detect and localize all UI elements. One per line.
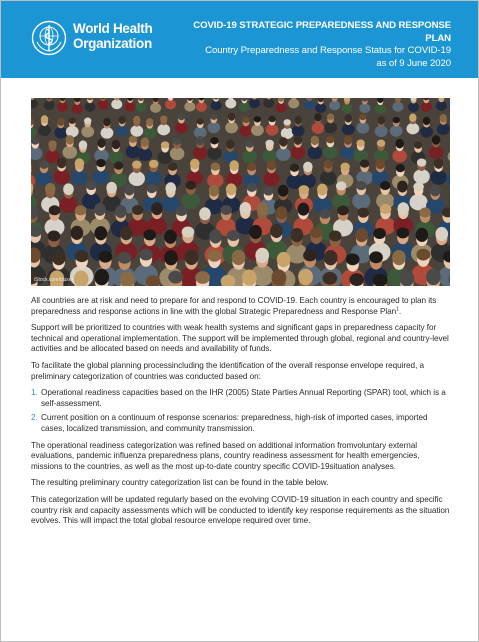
- document-title-block: [191, 20, 451, 71]
- organization-name: [73, 21, 152, 51]
- paragraph-table-reference: The resulting preliminary country categorization list can be found in the table below.: [31, 478, 329, 488]
- document-title: COVID-19 STRATEGIC PREPAREDNESS AND RESPONSE PLAN: [193, 20, 451, 44]
- document-date: as of 9 June 2020: [376, 58, 451, 70]
- org-name-line1: World Health: [73, 21, 153, 36]
- list-item: 1. Operational readiness capacities based on the IHR (2005) State Parties Annual Reporting (SPAR) tool, which is a self-assessment.: [31, 388, 446, 408]
- paragraph-support: Support will be prioritized to countries with weak health systems and significant gaps in preparedness capacity for technical and operational implementation. The support will be implemented through global, regional and country-level activities and be allocated based on needs and availability of funds.: [31, 323, 449, 354]
- paragraph-intro: All countries are at risk and need to prepare for and respond to COVID-19. Each country is encouraged to plan its preparedness and response actions in line with the global Strategic Preparedness and Response Plan$^1$.: [31, 296, 437, 316]
- crowd-photo: [31, 98, 450, 286]
- paragraph-planning: To facilitate the global planning processincluding the identification of the overall response envelope required, a preliminary categorization of countries was conducted based on:: [31, 360, 425, 381]
- footnote-marker: 1: [396, 305, 399, 312]
- document-subtitle: Country Preparedness and Response Status for COVID-19: [205, 45, 451, 57]
- who-emblem-icon: [31, 20, 67, 56]
- photo-credit: iStock.com/izusek: [34, 277, 75, 283]
- list-item: 2. Current position on a continuum of response scenarios: preparedness, high-risk of imported cases, imported cases, localized transmission, and community transmission.: [31, 413, 428, 433]
- criteria-list: [31, 388, 453, 434]
- org-name-line2: Organization: [73, 36, 152, 51]
- body-text: [31, 296, 453, 533]
- paragraph-categorization: The operational readiness categorization was refined based on additional information fromvoluntary external evaluations, pandemic influenza preparedness plans, country readiness assessment for health emergencies, missions to the countries, as well as the most up-to-date country specific COVID-19situation analyses.: [31, 440, 420, 471]
- crowd-image: [31, 98, 450, 286]
- page-header: [1, 1, 478, 78]
- paragraph-updates: This categorization will be updated regularly based on the evolving COVID-19 situation in each country and specific country risk and capacity assessments which will be conducted to identify key response requirements as the situation evolves. This will impact the total global resource envelope required over time.: [31, 494, 450, 526]
